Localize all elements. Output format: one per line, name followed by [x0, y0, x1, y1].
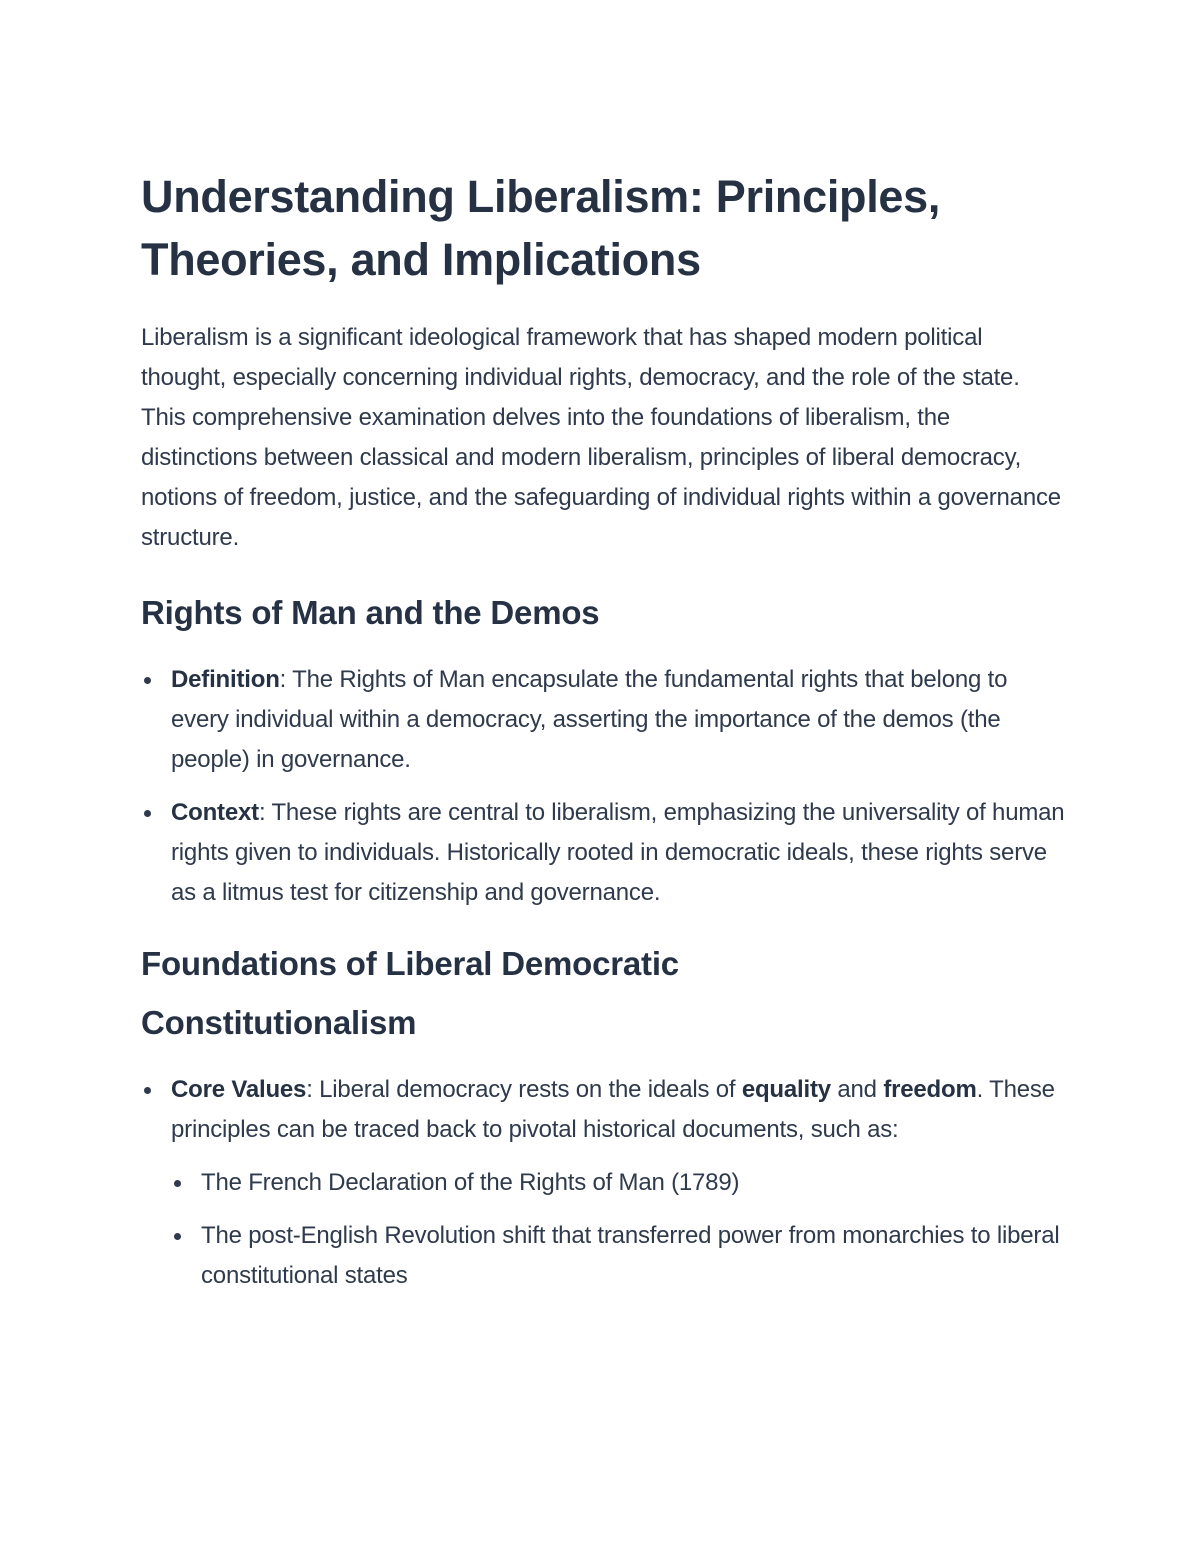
term-core-values: Core Values: [171, 1076, 307, 1103]
definition-text: : The Rights of Man encapsulate the fundamental rights that belong to every individual within a democracy, asserting the importance of the demos (the people) in governance.: [171, 666, 1008, 773]
section-heading-rights-of-man: Rights of Man and the Demos: [141, 594, 600, 631]
core-values-text-c: . These principles can be traced back to pivotal historical documents, such as:: [171, 1076, 1055, 1143]
term-definition: Definition: [171, 666, 280, 693]
section-heading-foundations: [141, 934, 1066, 1052]
term-context: Context: [171, 799, 259, 826]
context-text: : These rights are central to liberalism, emphasizing the universality of human rights given to individuals. Historically rooted in democratic ideals, these rights serve as a litmus test for citizenship and governance.: [171, 799, 1065, 906]
document-title: [141, 165, 1066, 291]
list-item-core-values: [141, 1070, 1066, 1296]
list-item-context: [141, 793, 1066, 913]
document-title-line-2: Theories, and Implications: [141, 234, 701, 285]
intro-paragraph: Liberalism is a significant ideological framework that has shaped modern political thought, especially concerning individual rights, democracy, and the role of the state. This comprehensive examination delves into the foundations of liberalism, the distinctions between classical and modern liberalism, principles of liberal democracy, notions of freedom, justice, and the safeguarding of individual rights within a governance structure.: [141, 324, 1061, 551]
term-freedom: freedom: [883, 1076, 977, 1103]
section-heading-foundations-line-2: Constitutionalism: [141, 1004, 417, 1041]
historical-documents-list: [171, 1163, 1066, 1296]
rights-of-man-list: [141, 660, 1066, 913]
term-equality: equality: [741, 1076, 831, 1103]
core-values-text-b: and: [830, 1076, 884, 1103]
foundations-list: [141, 1070, 1066, 1296]
core-values-text-a: : Liberal democracy rests on the ideals of: [306, 1076, 742, 1103]
list-item-french-declaration: The French Declaration of the Rights of Man (1789): [171, 1163, 1066, 1203]
document-page: [141, 165, 1066, 1309]
section-heading-foundations-line-1: Foundations of Liberal Democratic: [141, 945, 679, 982]
list-item-definition: [141, 660, 1066, 780]
document-title-line-1: Understanding Liberalism: Principles,: [141, 171, 941, 222]
list-item-english-revolution: The post-English Revolution shift that transferred power from monarchies to liberal constitutional states: [171, 1216, 1066, 1296]
